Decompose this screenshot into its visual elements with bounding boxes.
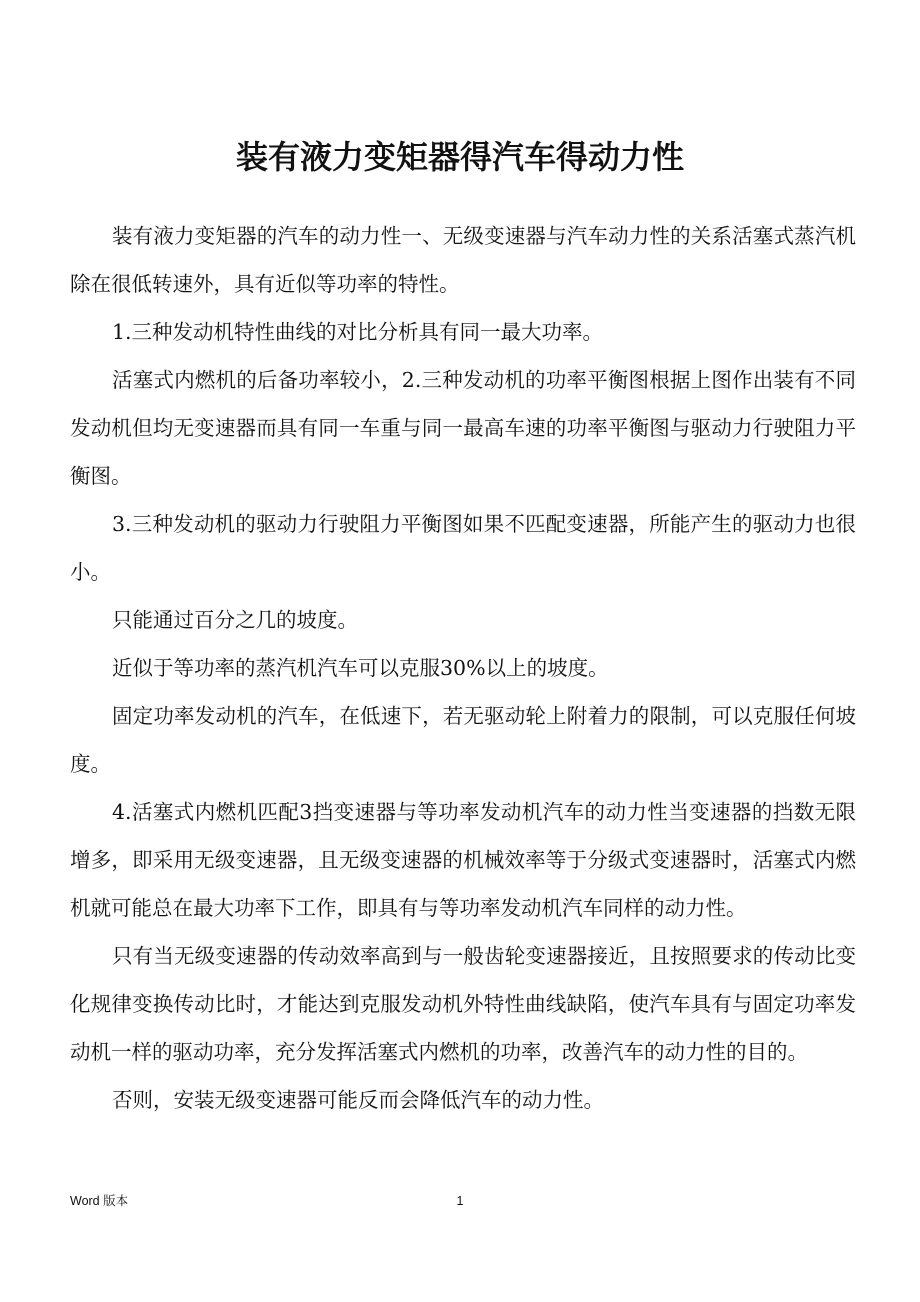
paragraph: 只有当无级变速器的传动效率高到与一般齿轮变速器接近，且按照要求的传动比变化规律变换传动比时，才能达到克服发动机外特性曲线缺陷，使汽车具有与固定功率发动机一样的驱动功率，充分发挥活塞式内燃机的功率，改善汽车的动力性的目的。 — [70, 944, 856, 1064]
paragraph: 否则，安装无级变速器可能反而会降低汽车的动力性。 — [112, 1088, 604, 1112]
paragraph: 4.活塞式内燃机匹配3挡变速器与等功率发动机汽车的动力性当变速器的挡数无限增多，即采用无级变速器，且无级变速器的机械效率等于分级式变速器时，活塞式内燃机就可能总在最大功率下工作，即具有与等功率发动机汽车同样的动力性。 — [70, 800, 856, 920]
paragraph: 1.三种发动机特性曲线的对比分析具有同一最大功率。 — [112, 320, 604, 344]
document-body — [70, 212, 856, 1124]
paragraph: 近似于等功率的蒸汽机汽车可以克服30%以上的坡度。 — [112, 656, 609, 680]
document-title: 装有液力变矩器得汽车得动力性 — [235, 138, 684, 176]
paragraph: 活塞式内燃机的后备功率较小，2.三种发动机的功率平衡图根据上图作出装有不同发动机但均无变速器而具有同一车重与同一最高车速的功率平衡图与驱动力行驶阻力平衡图。 — [70, 368, 856, 488]
paragraph: 固定功率发动机的汽车，在低速下，若无驱动轮上附着力的限制，可以克服任何坡度。 — [70, 704, 856, 776]
paragraph: 3.三种发动机的驱动力行驶阻力平衡图如果不匹配变速器，所能产生的驱动力也很小。 — [70, 512, 856, 584]
footer-page-number: 1 — [456, 1194, 464, 1208]
footer-version-label: Word 版本 — [70, 1194, 129, 1208]
paragraph: 只能通过百分之几的坡度。 — [112, 608, 358, 632]
paragraph: 装有液力变矩器的汽车的动力性一、无级变速器与汽车动力性的关系活塞式蒸汽机除在很低转速外，具有近似等功率的特性。 — [70, 224, 856, 296]
